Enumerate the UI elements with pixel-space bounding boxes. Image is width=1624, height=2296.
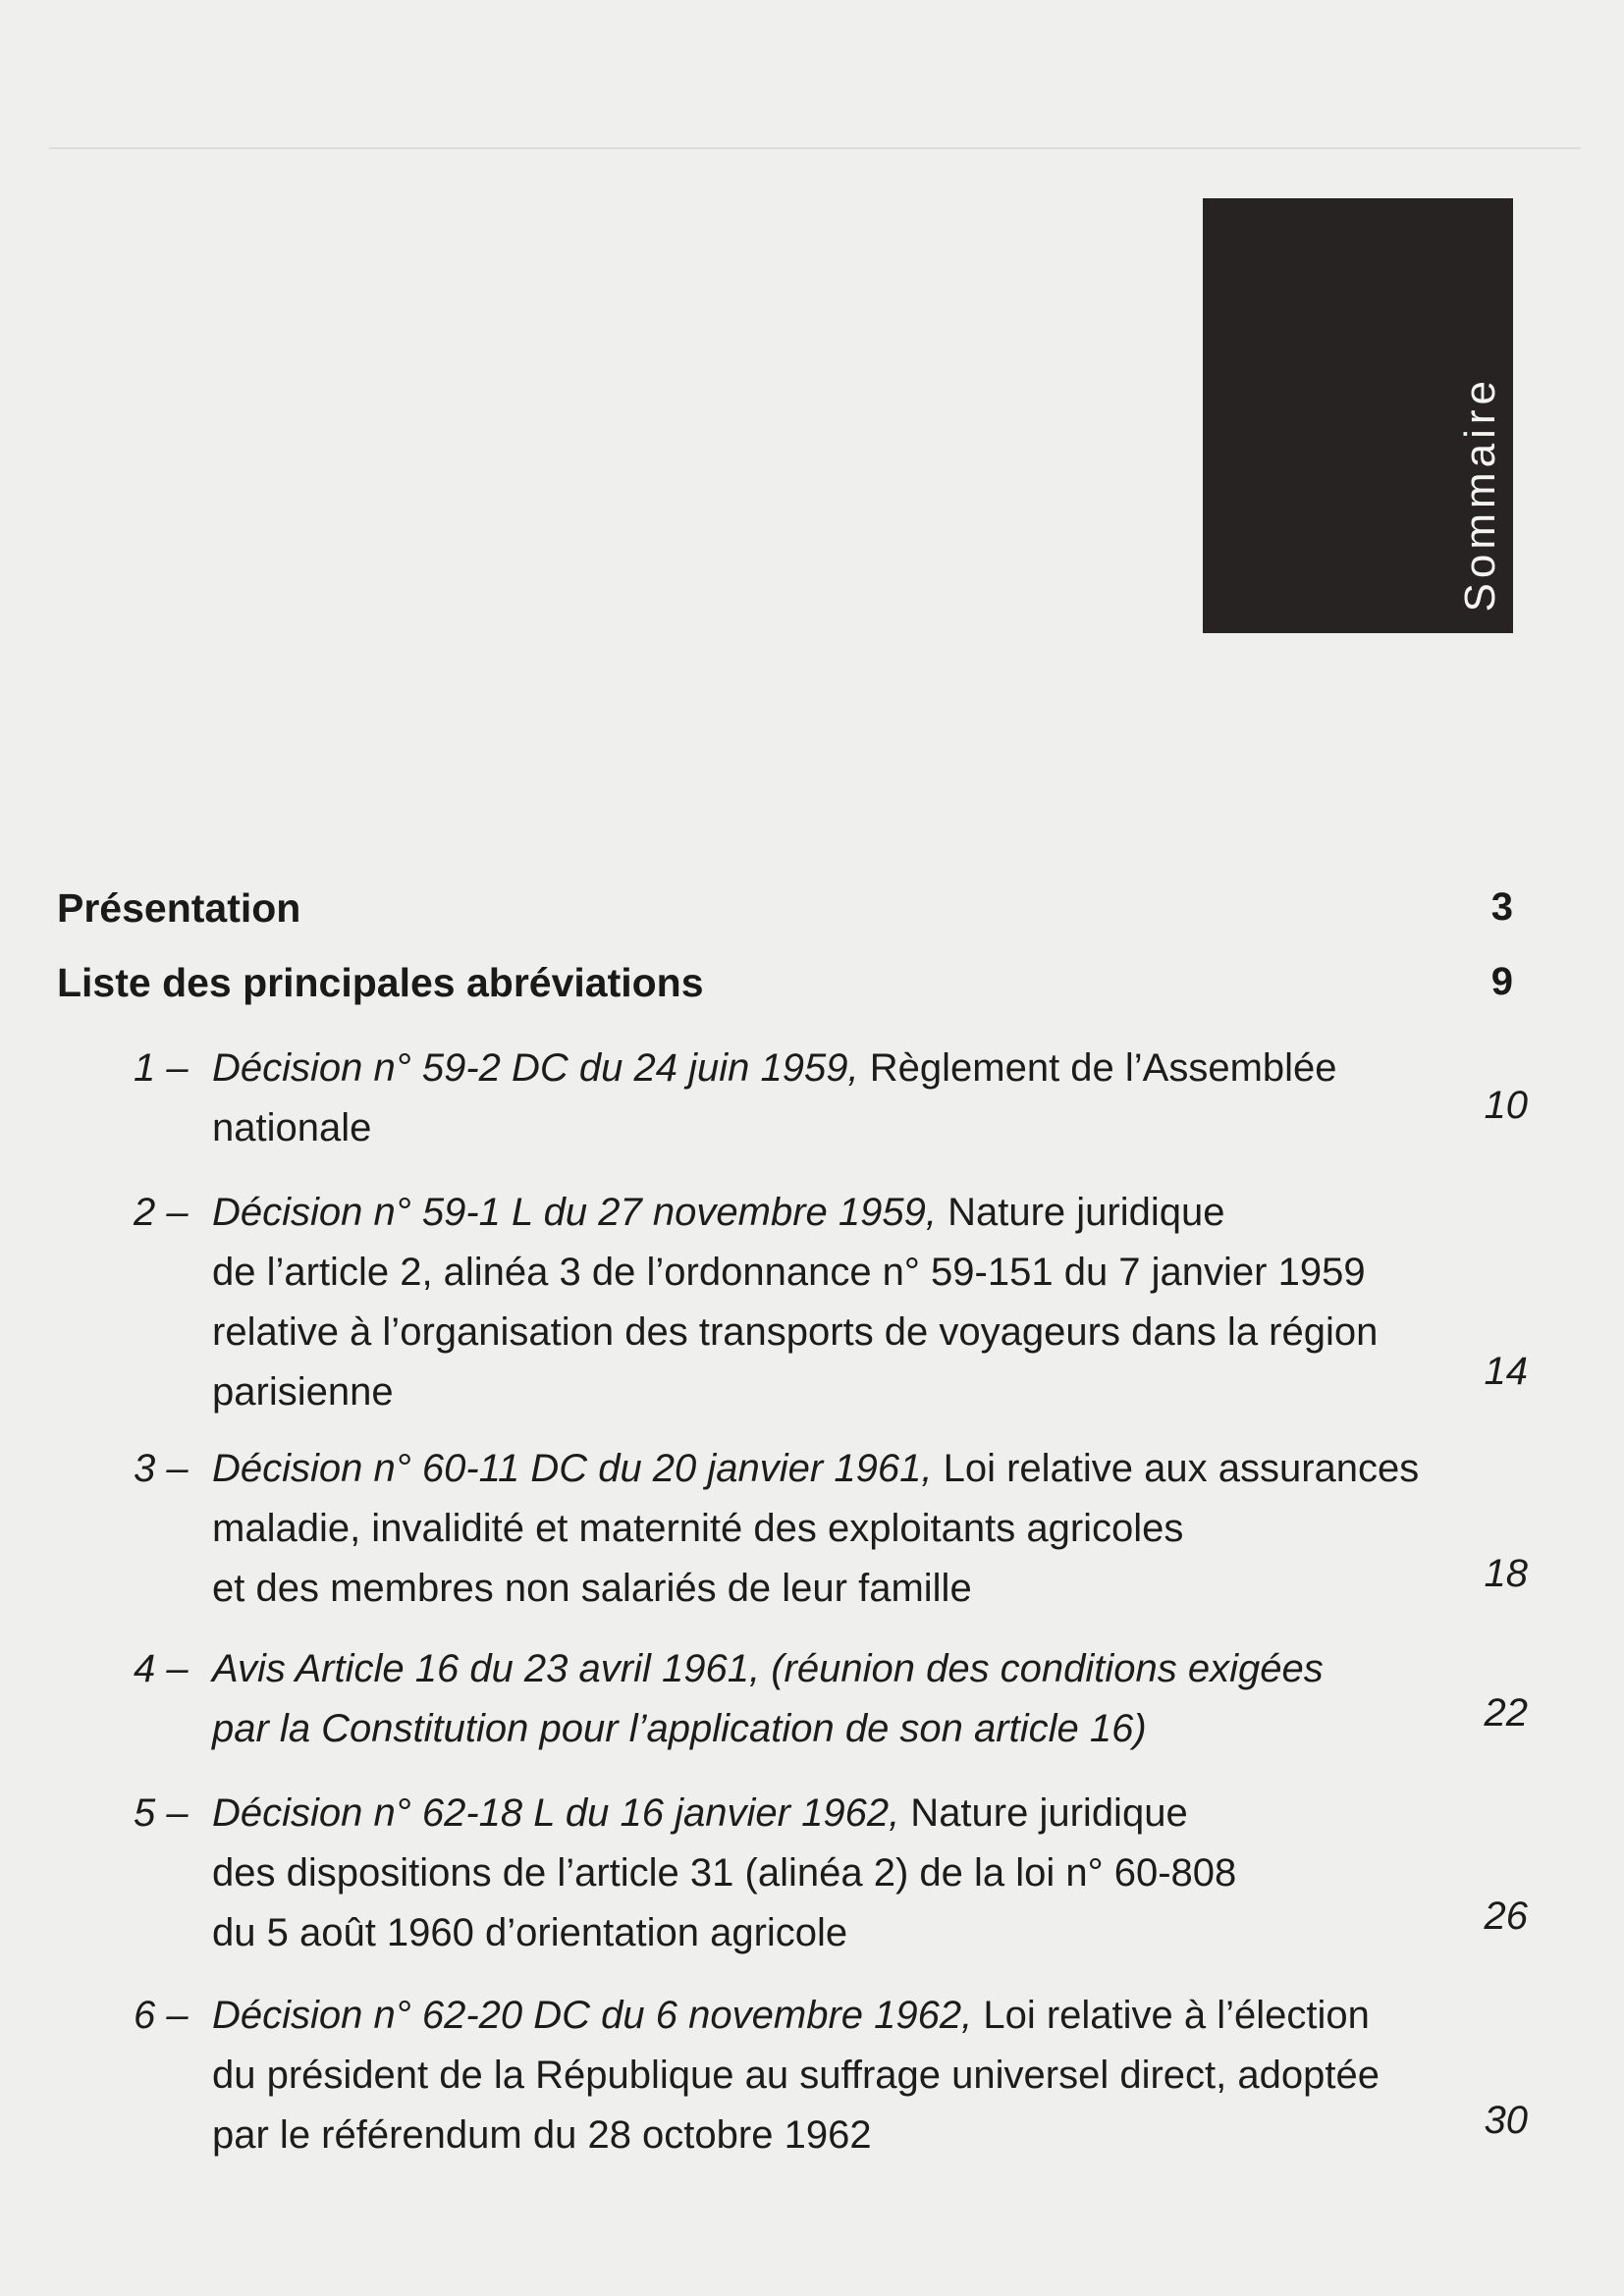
- heading-abbreviations: Liste des principales abréviations: [57, 960, 704, 1005]
- entry-number: 2 –: [134, 1191, 189, 1234]
- entry-text: [212, 1439, 1498, 1619]
- entry-page: 18: [1484, 1552, 1528, 1595]
- entry-text: [212, 1639, 1498, 1759]
- entry-rest: Nature juridique: [936, 1191, 1225, 1234]
- entry-page: 26: [1484, 1895, 1528, 1938]
- entry-lead: Décision n° 62-18 L du 16 janvier 1962,: [212, 1791, 900, 1835]
- entry-rest: Loi relative aux assurances: [932, 1447, 1420, 1490]
- entry-page: 10: [1484, 1084, 1528, 1127]
- entry-page: 22: [1484, 1691, 1528, 1735]
- entry-line: maladie, invalidité et maternité des exploitants agricoles: [212, 1507, 1184, 1550]
- entry-lead: Décision n° 59-2 DC du 24 juin 1959,: [212, 1046, 859, 1090]
- entry-text: [212, 1784, 1498, 1963]
- heading-presentation: Présentation: [57, 885, 301, 931]
- entry-text: [212, 1039, 1498, 1158]
- entry-number: 6 –: [134, 1994, 189, 2037]
- entry-text: [212, 1986, 1498, 2165]
- entry-text: [212, 1183, 1498, 1422]
- entry-line: des dispositions de l’article 31 (alinéa 2) de la loi n° 60-808: [212, 1851, 1237, 1895]
- section-tab: [1203, 198, 1513, 633]
- entry-number: 1 –: [134, 1046, 189, 1090]
- entry-line: et des membres non salariés de leur famille: [212, 1567, 972, 1610]
- heading-presentation-page: 3: [1490, 885, 1513, 929]
- section-tab-label: Sommaire: [1456, 375, 1504, 612]
- entry-number: 3 –: [134, 1447, 189, 1490]
- entry-lead: Décision n° 59-1 L du 27 novembre 1959,: [212, 1191, 937, 1234]
- bleed-through-rule: [49, 147, 1581, 149]
- heading-abbreviations-page: 9: [1490, 960, 1513, 1003]
- entry-line: par la Constitution pour l’application de son article 16): [212, 1707, 1147, 1750]
- entry-lead: Décision n° 62-20 DC du 6 novembre 1962,: [212, 1994, 973, 2037]
- entry-number: 4 –: [134, 1647, 189, 1690]
- entry-lead: Avis Article 16 du 23 avril 1961, (réunion des conditions exigées: [212, 1647, 1324, 1690]
- entry-page: 14: [1484, 1350, 1528, 1393]
- entry-line: du président de la République au suffrage universel direct, adoptée: [212, 2054, 1380, 2097]
- entry-line: de l’article 2, alinéa 3 de l’ordonnance n° 59-151 du 7 janvier 1959: [212, 1251, 1366, 1294]
- entry-line: nationale: [212, 1106, 372, 1149]
- entry-lead: Décision n° 60-11 DC du 20 janvier 1961,: [212, 1447, 933, 1490]
- entry-line: du 5 août 1960 d’orientation agricole: [212, 1911, 848, 1954]
- entry-rest: Nature juridique: [899, 1791, 1188, 1835]
- entry-rest: Loi relative à l’élection: [972, 1994, 1370, 2037]
- entry-line: relative à l’organisation des transports de voyageurs dans la région: [212, 1310, 1379, 1354]
- entry-line: par le référendum du 28 octobre 1962: [212, 2113, 872, 2157]
- entry-number: 5 –: [134, 1791, 189, 1835]
- entry-rest: Règlement de l’Assemblée: [858, 1046, 1337, 1090]
- entry-line: parisienne: [212, 1370, 394, 1414]
- entry-page: 30: [1484, 2099, 1528, 2142]
